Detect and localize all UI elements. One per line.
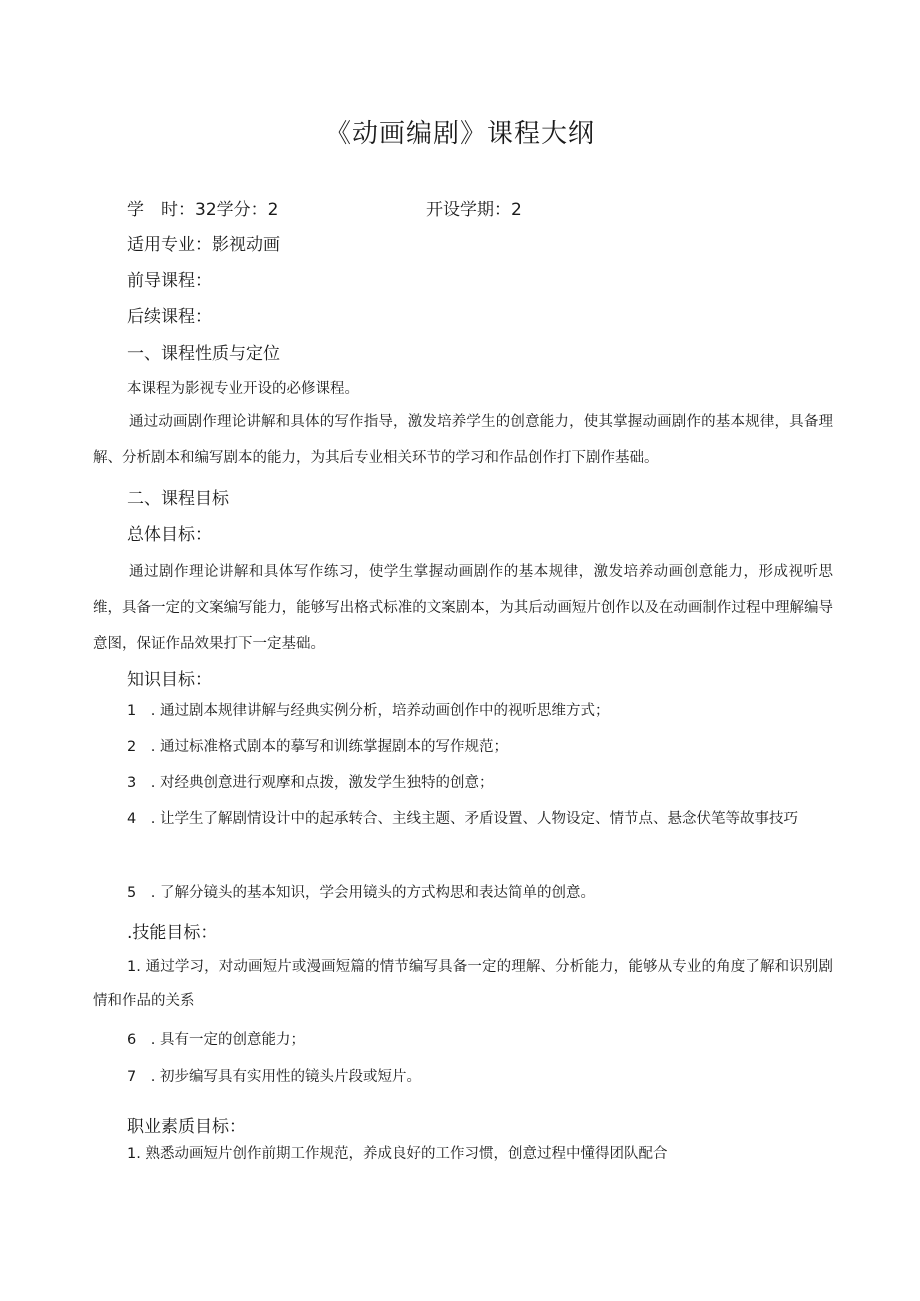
credit-value: 2: [267, 200, 279, 220]
knowledge-goal-heading: 知识目标：: [127, 670, 212, 690]
hours-label: 学 时：: [127, 200, 195, 220]
knowledge-item: 5 . 了解分镜头的基本知识，学会用镜头的方式构思和表达简单的创意。: [127, 885, 595, 901]
career-goal-heading: 职业素质目标：: [127, 1117, 246, 1137]
hours-credit-line: [127, 195, 278, 220]
semester-label: 开设学期：: [426, 200, 511, 220]
knowledge-item: 3 . 对经典创意进行观摩和点拨，激发学生独特的创意；: [127, 775, 494, 791]
hours-value: 32: [195, 200, 217, 220]
skill-item: 7 . 初步编写具有实用性的镜头片段或短片。: [127, 1069, 421, 1085]
overall-goal-text: 通过剧作理论讲解和具体写作练习，使学生掌握动画剧作的基本规律，激发培养动画创意能力，形成视听思维，具备一定的文案编写能力，能够写出格式标准的文案剧本，为其后动画短片创作以及在动画制作过程中理解编导意图，保证作品效果打下一定基础。: [93, 564, 833, 652]
skill-goal-heading: .技能目标：: [127, 923, 218, 943]
skill-item: 1. 通过学习，对动画短片或漫画短篇的情节编写具备一定的理解、分析能力，能够从专业的角度了解和识别剧情和作品的关系: [93, 959, 833, 1009]
section2-heading: 二、课程目标: [127, 489, 229, 509]
major-line: 适用专业：影视动画: [127, 235, 280, 255]
knowledge-item: 2 . 通过标准格式剧本的摹写和训练掌握剧本的写作规范；: [127, 739, 508, 755]
section1-heading: 一、课程性质与定位: [127, 344, 280, 364]
section1-paragraph-1: 本课程为影视专业开设的必修课程。: [127, 381, 359, 397]
career-item: 1. 熟悉动画短片创作前期工作规范，养成良好的工作习惯，创意过程中懂得团队配合: [127, 1146, 668, 1162]
semester-value: 2: [511, 200, 522, 220]
section1-paragraph-2: 通过动画剧作理论讲解和具体的写作指导，激发培养学生的创意能力，使其掌握动画剧作的基本规律，具备理解、分析剧本和编写剧本的能力，为其后专业相关环节的学习和作品创作打下剧作基础。: [93, 414, 833, 466]
document-title: 《动画编剧》课程大纲: [324, 119, 595, 149]
overall-goal-heading: 总体目标：: [127, 525, 212, 545]
followup-line: 后续课程：: [127, 307, 212, 327]
knowledge-item: 4 . 让学生了解剧情设计中的起承转合、主线主题、矛盾设置、人物设定、情节点、悬念伏笔等故事技巧: [127, 811, 798, 827]
skill-item: 6 . 具有一定的创意能力；: [127, 1032, 305, 1048]
prereq-line: 前导课程：: [127, 271, 212, 291]
knowledge-item: 1 . 通过剧本规律讲解与经典实例分析，培养动画创作中的视听思维方式；: [127, 703, 610, 719]
semester-info: [426, 195, 522, 220]
credit-label: 学分：: [216, 200, 268, 220]
